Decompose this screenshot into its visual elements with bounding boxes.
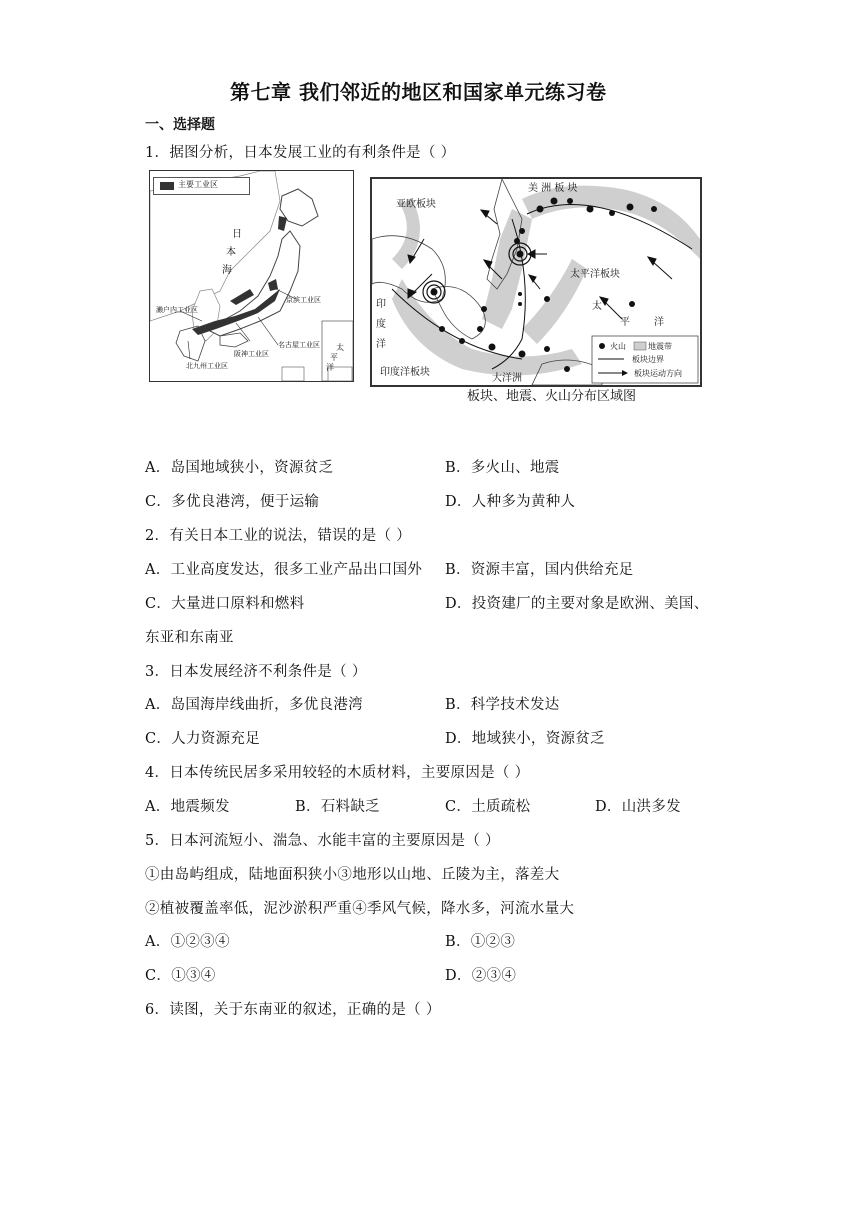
q3-option-b: B．科学技术发达 <box>445 697 560 713</box>
legend-quake-belt: 地震带 <box>648 342 672 351</box>
map2-caption: 板块、地震、火山分布区域图 <box>467 389 637 404</box>
label-indian-plate: 印度洋板块 <box>380 367 430 378</box>
q2-option-a: A．工业高度发达，很多工业产品出口国外 <box>145 562 423 578</box>
label-eurasia-plate: 亚欧板块 <box>396 199 436 210</box>
legend-volcano: 火山 <box>610 342 626 351</box>
q3-option-d: D．地域狭小，资源贫乏 <box>445 731 605 747</box>
q4-option-b: B．石料缺乏 <box>295 799 380 815</box>
question-5-stem: 5．日本河流短小、湍急、水能丰富的主要原因是（ ） <box>145 833 500 849</box>
question-6-stem: 6．读图，关于东南亚的叙述，正确的是（ ） <box>145 1002 441 1018</box>
label-oceania: 大洋洲 <box>492 373 522 384</box>
question-2-stem: 2．有关日本工业的说法，错误的是（ ） <box>145 528 412 544</box>
q5-statements-2: ②植被覆盖率低，泥沙淤积严重④季风气候，降水多，河流水量大 <box>145 901 575 917</box>
japan-industry-map <box>149 170 354 382</box>
q2-option-c: C．大量进口原料和燃料 <box>145 596 305 612</box>
q1-option-d: D．人种多为黄种人 <box>445 494 576 510</box>
q2-option-d: D．投资建厂的主要对象是欧洲、美国、 <box>445 596 709 612</box>
label-pacific-ocean-2: 平 <box>620 317 630 328</box>
question-1-stem: 1．据图分析，日本发展工业的有利条件是（ ） <box>145 145 456 161</box>
q5-statements-1: ①由岛屿组成，陆地面积狭小③地形以山地、丘陵为主，落差大 <box>145 867 560 883</box>
q2-option-d-continued: 东亚和东南亚 <box>145 630 234 646</box>
map1-legend <box>153 177 250 195</box>
label-setonaikai: 濑户内工业区 <box>156 306 198 314</box>
label-keihin: 京滨工业区 <box>286 296 321 304</box>
q4-option-a: A．地震频发 <box>145 799 230 815</box>
q1-option-b: B．多火山、地震 <box>445 460 560 476</box>
map1-legend-label: 主要工业区 <box>178 180 218 189</box>
q2-option-b: B．资源丰富，国内供给充足 <box>445 562 634 578</box>
q5-option-b: B．①②③ <box>445 934 516 950</box>
q5-option-a: A．①②③④ <box>145 934 230 950</box>
q5-option-c: C．①③④ <box>145 968 216 984</box>
section-heading: 一、选择题 <box>145 117 215 133</box>
label-pacific-plate: 太平洋板块 <box>570 269 620 280</box>
q4-option-d: D．山洪多发 <box>595 799 681 815</box>
q5-option-d: D．②③④ <box>445 968 517 984</box>
q3-option-c: C．人力资源充足 <box>145 731 260 747</box>
legend-boundary: 板块边界 <box>632 355 664 364</box>
q3-option-a: A．岛国海岸线曲折，多优良港湾 <box>145 697 363 713</box>
pacific-label-map1: 太 平 洋 <box>326 343 344 372</box>
legend-motion: 板块运动方向 <box>634 369 682 378</box>
label-pacific-ocean-1: 太 <box>592 301 602 312</box>
label-nagoya: 名古屋工业区 <box>278 341 320 349</box>
label-pacific-ocean-3: 洋 <box>654 317 664 328</box>
sea-of-japan-label: 日 本 海 <box>222 229 242 276</box>
plate-volcano-map <box>370 177 702 387</box>
label-kitakyushu: 北九州工业区 <box>186 362 228 370</box>
q1-option-c: C．多优良港湾，便于运输 <box>145 494 320 510</box>
label-america-plate: 美 洲 板 块 <box>528 183 578 194</box>
q1-option-a: A．岛国地域狭小，资源贫乏 <box>145 460 334 476</box>
industry-swatch <box>160 182 174 190</box>
q4-option-c: C．土质疏松 <box>445 799 531 815</box>
question-4-stem: 4．日本传统民居多采用较轻的木质材料，主要原因是（ ） <box>145 765 530 781</box>
label-indian-ocean: 印 度 洋 <box>376 299 386 350</box>
question-3-stem: 3．日本发展经济不利条件是（ ） <box>145 664 367 680</box>
page-title: 第七章 我们邻近的地区和国家单元练习卷 <box>230 80 607 104</box>
label-hanshin: 阪神工业区 <box>234 350 269 358</box>
